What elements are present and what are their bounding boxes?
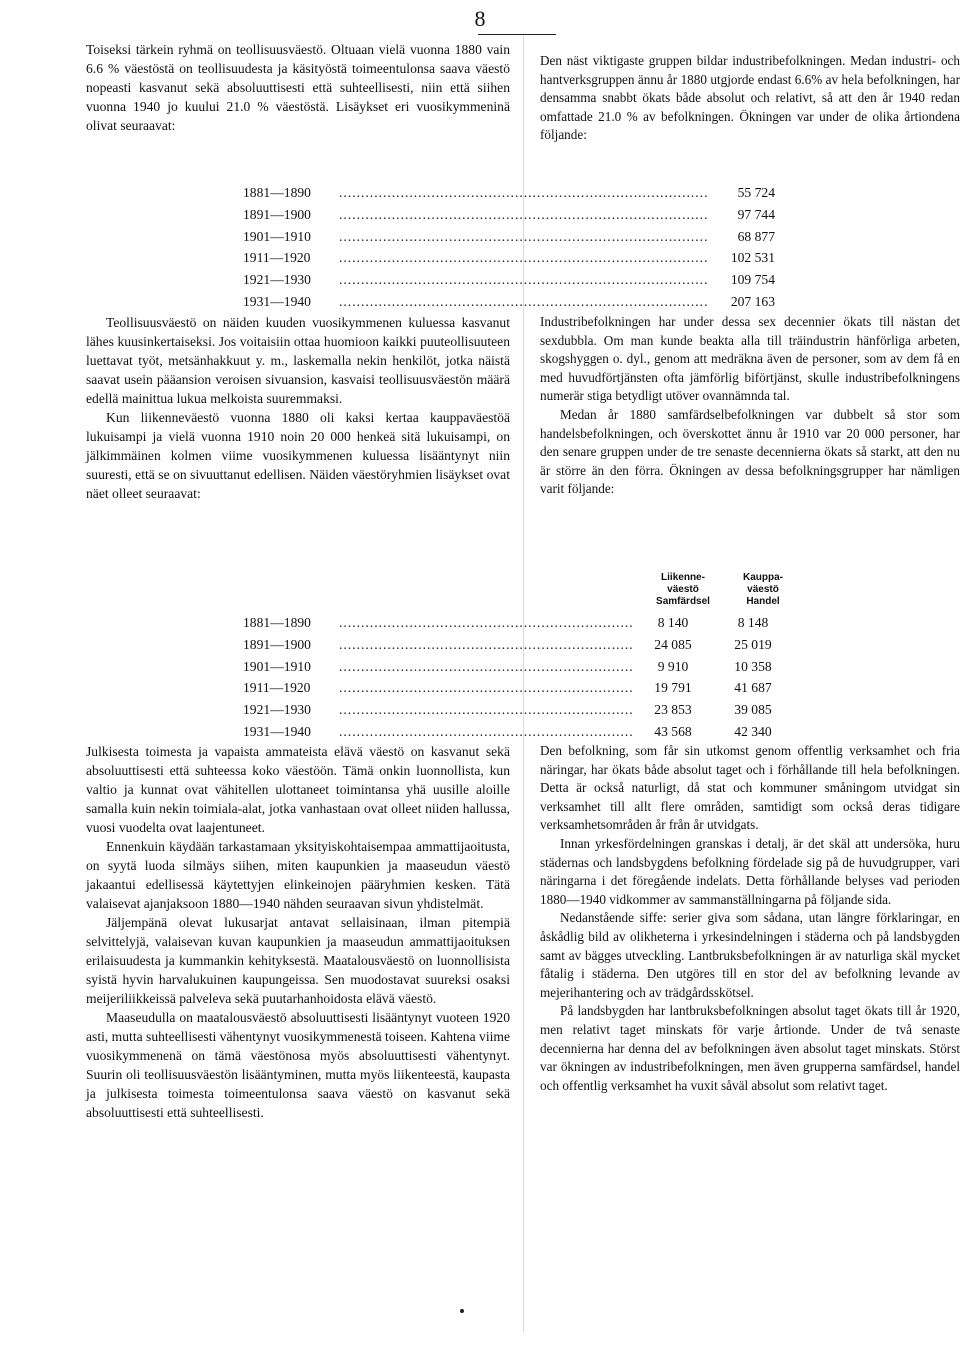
table-row — [243, 226, 775, 248]
kauppa-cell: 42 340 — [734, 723, 772, 739]
bottom-swedish-paragraph-3: Nedanstående siffe: serier giva som sådana, utan längre förklaringar, en åskådlig bild av olikheterna i yrkesindelningen i städerna och på landsbygden samt av bägges utveckling. Lantbruksbefolkningen är av naturliga skäl mycket fåtalig i städerna. Den utgöres till en stor del av befolkning levande av mejerihantering och av trädgårdsskötsel. — [540, 910, 960, 1000]
period-cell: 1891—1900 — [243, 206, 311, 222]
intro-swedish-paragraph: Den näst viktigaste gruppen bildar industribefolkningen. Medan industri- och hantverksgruppen ännu år 1880 utgjorde endast 6.6% av hela befolkningen, har densamma snabbt ökats både absolut och relativt, så att den år 1940 redan omfattade 21.0 % av befolkningen. Ökningen var under de olika årtiondena följande: — [540, 53, 960, 143]
liikenne-cell: 23 853 — [654, 702, 692, 718]
header-line: väestö — [747, 584, 779, 595]
middle-finnish-paragraph-2: Kun liikenneväestö vuonna 1880 oli kaksi kertaa kauppaväestöä lukuisampi ja vielä vuonna 1910 noin 20 000 henkeä sitä lukuisampi, on jälkimmäinen kolmen viime vuosikymmenen kuluessa lisääntynyt niin suuresti, että se on sivuuttanut edellisen. Näiden väestöryhmien lisäykset ovat näet olleet seuraavat: — [86, 410, 510, 501]
value-cell: 97 744 — [737, 206, 775, 222]
value-cell: 68 877 — [737, 228, 775, 244]
table-row — [243, 247, 775, 269]
column-header-liikenne — [643, 572, 723, 608]
table-row — [243, 721, 803, 743]
transport-trade-table — [243, 572, 803, 743]
value-cell: 55 724 — [737, 185, 775, 200]
dot-leader — [339, 656, 633, 678]
print-speck — [460, 1309, 464, 1313]
table-row — [243, 291, 775, 313]
header-line: Liikenne- — [661, 572, 705, 583]
bottom-swedish — [540, 742, 960, 1095]
middle-finnish — [86, 313, 510, 503]
bottom-swedish-paragraph-2: Innan yrkesfördelningen granskas i detalj, är det skäl att undersöka, huru städernas och landsbygdens befolkning fördelade sig på de huvudgrupper, vari näringarna i det föregående indelats. Detta förhållande belyses vad perioden 1880—1940 vidkommer av sammanställningarna på följande sida. — [540, 835, 960, 907]
dot-leader — [339, 612, 633, 634]
bottom-finnish — [86, 742, 510, 1122]
table-row — [243, 699, 803, 721]
table-row — [243, 182, 775, 204]
value-cell: 207 163 — [730, 293, 775, 309]
intro-swedish — [540, 52, 960, 145]
liikenne-cell: 43 568 — [654, 723, 692, 739]
dot-leader — [339, 247, 707, 269]
value-cell: 102 531 — [730, 250, 775, 266]
table-header — [643, 572, 803, 608]
table-row — [243, 269, 775, 291]
bottom-finnish-paragraph-3: Jäljempänä olevat lukusarjat antavat sellaisinaan, ilman pitempiä selvittelyjä, valaisevan kuvan kaupunkien ja maaseudun ammattijaoituksen erilaisuudesta ja kummankin kehityksestä. Maatalousväestö on luonnollisista syistä hyvin harvalukuinen kaupungeissa. Sen muodostavat suureksi osaksi meijeriliikkeissä palveleva sekä puutarhanhoidosta elävä väestö. — [86, 915, 510, 1006]
table-row — [243, 656, 803, 678]
bottom-finnish-paragraph-2: Ennenkuin käydään tarkastamaan yksityiskohtaisempaa ammattijaoitusta, on syytä luoda silmäys siihen, miten kaupunkien ja maaseudun väestö jakaantui edellisessä käytettyjen elinkeinojen pääryhmien kesken. Tätä valaisevat ajanjaksoon 1880—1940 nähden seuraavan sivun yhdistelmät. — [86, 839, 510, 911]
liikenne-cell: 19 791 — [654, 680, 692, 696]
header-line: Kauppa- — [743, 572, 783, 583]
middle-swedish-paragraph-2: Medan år 1880 samfärdselbefolkningen var dubbelt så stor som handelsbefolkningen, och överskottet ännu år 1910 var 20 000 personer, har den senare gruppen under de tre senaste decennierna ökats så starkt, att den nu är större än den förra. Ökningen av dessa befolkningsgrupper har nämligen varit följande: — [540, 406, 960, 497]
table-row — [243, 677, 803, 699]
kauppa-cell: 8 148 — [737, 615, 769, 630]
table-row — [243, 612, 803, 634]
dot-leader — [339, 634, 633, 656]
period-cell: 1921—1930 — [243, 272, 311, 288]
middle-swedish-paragraph-1: Industribefolkningen har under dessa sex decennier ökats till nästan det sexdubbla. Om man kunde beakta alla till träindustrin hänförliga arbeten, skogshyggen o. dyl., genom att medräkna även de personer, som av dem få en med huvudförtjänsten ofta jämförlig biförtjänst, skulle industribefolkningens numerär stiga betydligt utöver ovannämnda tal. — [540, 314, 960, 404]
industry-growth-table — [243, 182, 775, 313]
liikenne-cell: 24 085 — [654, 636, 692, 652]
bottom-finnish-paragraph-1: Julkisesta toimesta ja vapaista ammateista elävä väestö on kasvanut sekä absoluuttisesti että suhteessa koko väestöön. Tämä onkin luonnollista, kun valtio ja kunnat ovat vähitellen ulottaneet toimintansa yhä uusille aloille samalla kuin nekin toimiala-alat, jotka vanhastaan ovat olleet niiden hallussa, vuosi vuodelta ovat laajentuneet. — [86, 744, 510, 835]
kauppa-cell: 41 687 — [734, 680, 772, 696]
header-line: Handel — [746, 596, 780, 607]
period-cell: 1881—1890 — [243, 615, 311, 630]
page-number: 8 — [474, 6, 486, 31]
period-cell: 1901—1910 — [243, 228, 311, 244]
period-cell: 1921—1930 — [243, 702, 311, 718]
intro-finnish-paragraph: Toiseksi tärkein ryhmä on teollisuusväestö. Oltuaan vielä vuonna 1880 vain 6.6 % väestöstä on teollisuudesta ja käsityöstä toimeentulonsa saava väestö nopeasti kasvanut sekä absoluuttisesti että suhteellisesti, niin että siihen vuonna 1940 jo kuului 21.0 % väestöstä. Lisäykset eri vuosikymmeninä olivat seuraavat: — [86, 42, 510, 133]
header-rule — [478, 34, 556, 35]
period-cell: 1911—1920 — [243, 680, 311, 696]
column-header-kauppa — [723, 572, 803, 608]
dot-leader — [339, 699, 633, 721]
period-cell: 1931—1940 — [243, 723, 311, 739]
dot-leader — [339, 204, 707, 226]
liikenne-cell: 9 910 — [657, 658, 689, 674]
kauppa-cell: 10 358 — [734, 658, 772, 674]
dot-leader — [339, 182, 707, 204]
bottom-finnish-paragraph-4: Maaseudulla on maatalousväestö absoluuttisesti lisääntynyt vuoteen 1920 asti, mutta suhteellisesti vähentynyt vuosikymmenestä toiseen. Kahtena viime vuosikymmenenä on tämä väestönosa myös absoluuttisesti vähentynyt. Suurin oli teollisuusväestön lisääntyminen, mutta myös liikenteestä, kaupasta ja julkisesta toimesta toimeentulonsa saava väestö on kasvanut sekä absoluuttisesti että suhteellisesti. — [86, 1010, 510, 1120]
dot-leader — [339, 721, 633, 743]
dot-leader — [339, 226, 707, 248]
table-row — [243, 634, 803, 656]
kauppa-cell: 39 085 — [734, 702, 772, 718]
header-line: väestö — [667, 584, 699, 595]
period-cell: 1911—1920 — [243, 250, 311, 266]
bottom-swedish-paragraph-1: Den befolkning, som får sin utkomst genom offentlig verksamhet och fria näringar, har ökats både absolut taget och i förhållande till hela befolkningen. Detta är också naturligt, då stat och kommuner småningom utvidgat sin verksamhet till allt flere områden, samtidigt som också deras tidigare verksamhetsområden år från år utvidgats. — [540, 743, 960, 833]
bottom-swedish-paragraph-4: På landsbygden har lantbruksbefolkningen absolut taget ökats till år 1920, men relativt taget minskats för varje årtionde. Under de två senaste decennierna har denna del av befolkningen även absolut taget minskats. Störst var ökningen av industribefolkningen, men även grupperna samfärdsel, handel och offentlig verksamhet ha vuxit såväl absolut som relativt taget. — [540, 1003, 960, 1093]
table-body — [243, 612, 803, 743]
value-cell: 109 754 — [730, 272, 775, 288]
dot-leader — [339, 269, 707, 291]
period-cell: 1901—1910 — [243, 658, 311, 674]
middle-finnish-paragraph-1: Teollisuusväestö on näiden kuuden vuosikymmenen kuluessa kasvanut lähes kuusinkertaiseksi. Jos voitaisiin ottaa huomioon kaikki puuteollisuuteen luettavat työt, metsänhakkuut y. m., laskemalla nekin henkilöt, jotka näistä saavat usein pääansion veroisen sivuansion, kasvaisi teollisuusväestön määrä edellä mainittua lukua melkoista suuremmaksi. — [86, 315, 510, 406]
period-cell: 1891—1900 — [243, 636, 311, 652]
kauppa-cell: 25 019 — [734, 636, 772, 652]
liikenne-cell: 8 140 — [657, 615, 689, 630]
header-line: Samfärdsel — [656, 596, 710, 607]
intro-finnish — [86, 40, 510, 135]
middle-swedish — [540, 313, 960, 499]
period-cell: 1931—1940 — [243, 293, 311, 309]
dot-leader — [339, 677, 633, 699]
period-cell: 1881—1890 — [243, 185, 311, 200]
dot-leader — [339, 291, 707, 313]
table-row — [243, 204, 775, 226]
